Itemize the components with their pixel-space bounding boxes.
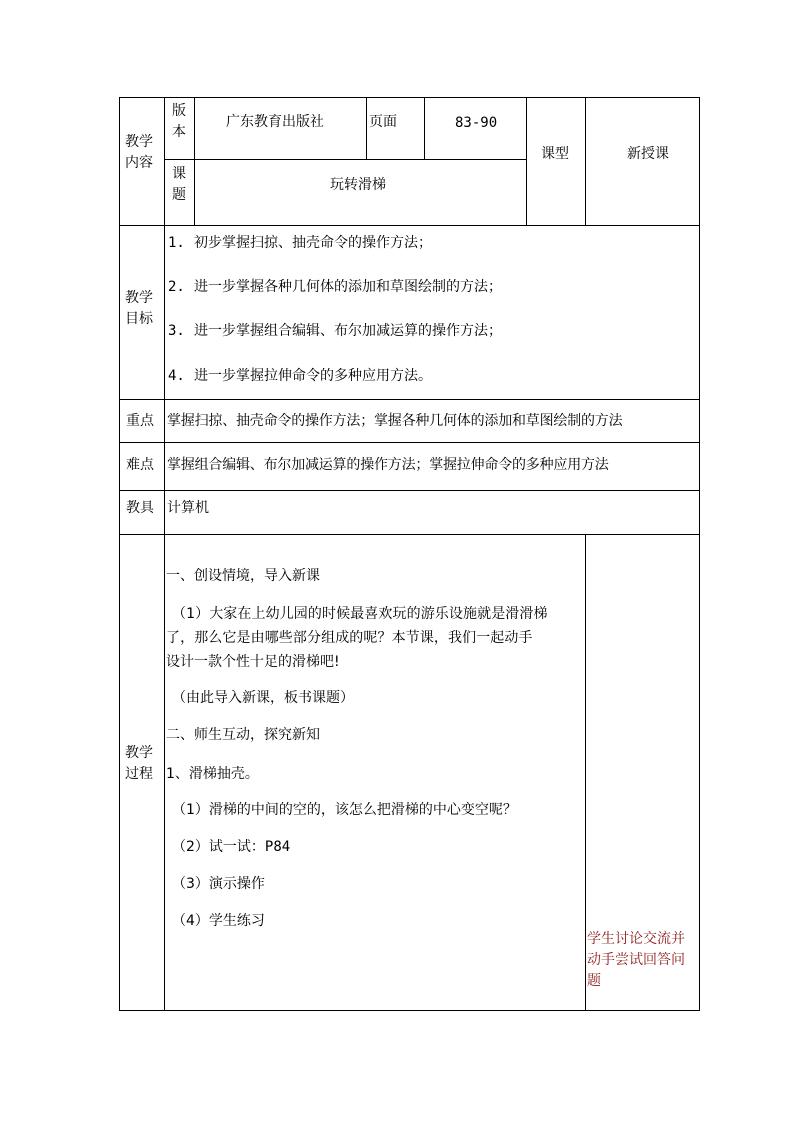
objective-text: 初步掌握扫掠、抽壳命令的操作方法； [194,235,432,251]
grid-line [165,159,527,160]
topic-label: 课 题 [172,166,186,203]
objective-text: 进一步掌握各种几何体的添加和草图绘制的方法； [194,279,502,295]
objective-num: 1. [168,235,185,251]
edition-label: 版 本 [172,103,186,140]
grid-line [119,97,120,1011]
grid-line [119,399,700,400]
paragraph-line: 设计一款个性十足的滑梯吧! [166,654,340,670]
objectives-label: 教学 目标 [125,290,153,327]
grid-line [585,97,586,225]
grid-line [526,97,527,225]
pages-label: 页面 [369,114,397,130]
grid-line [424,97,425,160]
section-heading: 一、创设情境，导入新课 [166,568,320,584]
difficulties-text: 掌握组合编辑、布尔加减运算的操作方法；掌握拉伸命令的多种应用方法 [167,457,609,473]
grid-line [119,490,700,491]
paragraph-line: （1）大家在上幼儿园的时候最喜欢玩的游乐设施就是滑滑梯 [172,606,548,622]
objective-num: 2. [168,279,185,295]
side-note: 学生讨论交流并 动手尝试回答问 题 [587,931,685,989]
grid-line [119,534,700,535]
topic-value: 玩转滑梯 [330,177,386,193]
step-item: （3）演示操作 [172,876,265,892]
publisher-value: 广东教育出版社 [226,114,324,130]
objective-text: 进一步掌握拉伸命令的多种应用方法。 [194,368,432,384]
step-item: （4）学生练习 [172,913,265,929]
subsection-heading: 1、滑梯抽壳。 [166,766,259,782]
paragraph-line: 了，那么它是由哪些部分组成的呢？本节课，我们一起动手 [166,630,533,646]
lesson-type-label: 课型 [541,146,569,162]
grid-line [366,97,367,160]
tools-text: 计算机 [167,500,209,516]
grid-line [194,97,195,225]
grid-line [699,97,700,1011]
content-label: 教学 内容 [125,134,153,171]
grid-line [119,97,700,98]
paragraph: （由此导入新课，板书课题） [172,690,354,706]
grid-line [585,534,586,1011]
section-heading: 二、师生互动，探究新知 [166,727,320,743]
difficulties-label: 难点 [126,457,154,473]
pages-value: 83-90 [455,115,498,131]
tools-label: 教具 [126,500,154,516]
grid-line [119,225,700,226]
key-points-label: 重点 [126,413,154,429]
grid-line [119,442,700,443]
grid-line [164,97,165,1011]
objective-num: 4. [168,368,185,384]
lesson-type-value: 新授课 [627,146,669,162]
objective-text: 进一步掌握组合编辑、布尔加减运算的操作方法； [194,323,502,339]
grid-line [119,1010,700,1011]
objective-num: 3. [168,323,185,339]
process-label: 教学 过程 [125,745,153,782]
step-item: （1）滑梯的中间的空的，该怎么把滑梯的中心变空呢？ [172,802,517,818]
key-points-text: 掌握扫掠、抽壳命令的操作方法；掌握各种几何体的添加和草图绘制的方法 [167,413,623,429]
step-item: （2）试一试：P84 [172,839,291,855]
